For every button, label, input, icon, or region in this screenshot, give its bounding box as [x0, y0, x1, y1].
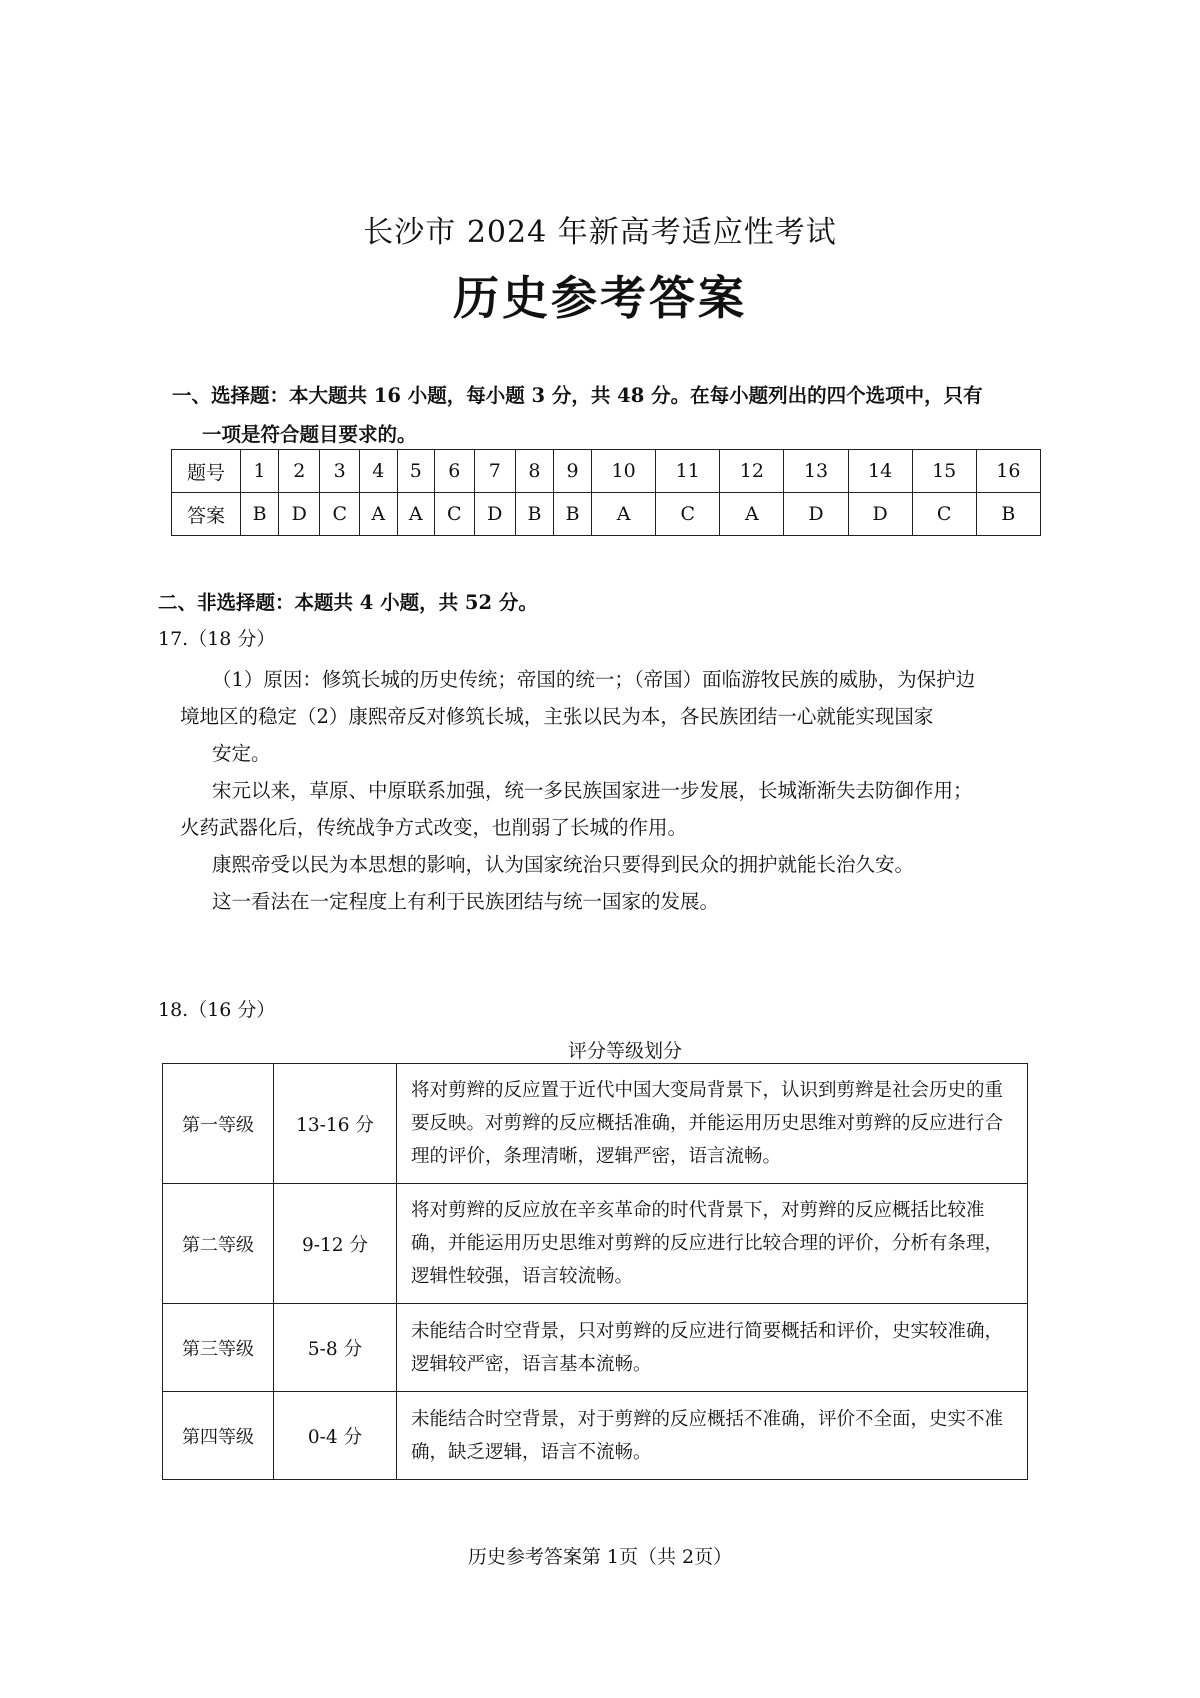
- grade-row: [163, 1392, 1028, 1480]
- answer-cell: B: [554, 493, 592, 536]
- answer-cell: A: [592, 493, 656, 536]
- answer-cell: B: [515, 493, 553, 536]
- number-cell: 5: [397, 450, 435, 493]
- number-cell: 3: [320, 450, 360, 493]
- grade-description: 未能结合时空背景，只对剪辫的反应进行简要概括和评价，史实较准确，逻辑较严密，语言基本流畅。: [397, 1304, 1028, 1392]
- section1-line2: 一项是符合题目要求的。: [202, 423, 417, 446]
- q17-part4: 这一看法在一定程度上有利于民族团结与统一国家的发展。: [212, 890, 720, 913]
- section2-heading: 二、非选择题：本题共 4 小题，共 52 分。: [158, 591, 538, 614]
- grade-description: 未能结合时空背景，对于剪辫的反应概括不准确，评价不全面，史实不准确，缺乏逻辑，语言不流畅。: [397, 1392, 1028, 1480]
- answer-cell: A: [360, 493, 398, 536]
- page-footer: 历史参考答案第 1页（共 2页）: [467, 1546, 733, 1568]
- answer-cell: A: [720, 493, 784, 536]
- answer-cell: D: [279, 493, 320, 536]
- grade-table-caption: 评分等级划分: [567, 1040, 682, 1062]
- answer-cell: C: [435, 493, 475, 536]
- section1-line1: 一、选择题：本大题共 16 小题，每小题 3 分，共 48 分。在每小题列出的四个选项中，只有: [172, 384, 983, 407]
- answer-cell: A: [397, 493, 435, 536]
- grade-level: 第三等级: [163, 1304, 274, 1392]
- grade-score: 5-8 分: [274, 1304, 397, 1392]
- answer-cell: C: [656, 493, 720, 536]
- number-cell: 4: [360, 450, 398, 493]
- answer-row: [172, 493, 1041, 536]
- number-cell: 1: [241, 450, 279, 493]
- grade-level: 第四等级: [163, 1392, 274, 1480]
- number-cell: 13: [784, 450, 848, 493]
- section1-heading: [172, 376, 1042, 454]
- number-cell: 9: [554, 450, 592, 493]
- grade-row: [163, 1304, 1028, 1392]
- q17-part3: 康熙帝受以民为本思想的影响，认为国家统治只要得到民众的拥护就能长治久安。: [212, 853, 915, 876]
- q17-part1-line3: 安定。: [212, 742, 271, 765]
- number-cell: 2: [279, 450, 320, 493]
- row-label-answer: 答案: [172, 493, 241, 536]
- number-cell: 10: [592, 450, 656, 493]
- page-title: 历史参考答案: [453, 271, 747, 325]
- grade-score: 0-4 分: [274, 1392, 397, 1480]
- grade-score: 9-12 分: [274, 1184, 397, 1304]
- grade-level: 第一等级: [163, 1064, 274, 1184]
- number-row: [172, 450, 1041, 493]
- number-cell: 7: [474, 450, 515, 493]
- number-cell: 14: [848, 450, 912, 493]
- q18-label: 18.（16 分）: [158, 999, 276, 1021]
- grade-table: [162, 1063, 1028, 1480]
- grade-level: 第二等级: [163, 1184, 274, 1304]
- answer-cell: B: [241, 493, 279, 536]
- grade-description: 将对剪辫的反应放在辛亥革命的时代背景下，对剪辫的反应概括比较准确，并能运用历史思维对剪辫的反应进行比较合理的评价，分析有条理，逻辑性较强，语言较流畅。: [397, 1184, 1028, 1304]
- number-cell: 6: [435, 450, 475, 493]
- answer-cell: C: [912, 493, 976, 536]
- answer-cell: D: [474, 493, 515, 536]
- grade-score: 13-16 分: [274, 1064, 397, 1184]
- number-cell: 15: [912, 450, 976, 493]
- q17-answer: [158, 661, 1038, 920]
- answer-cell: D: [784, 493, 848, 536]
- q17-part2-line1: 宋元以来，草原、中原联系加强，统一多民族国家进一步发展，长城渐渐失去防御作用；: [212, 779, 973, 802]
- number-cell: 16: [976, 450, 1040, 493]
- q17-label: 17.（18 分）: [158, 628, 276, 650]
- answer-cell: D: [848, 493, 912, 536]
- grade-row: [163, 1184, 1028, 1304]
- number-cell: 8: [515, 450, 553, 493]
- q17-part1-line2: 境地区的稳定（2）康熙帝反对修筑长城，主张以民为本，各民族团结一心就能实现国家: [180, 705, 934, 728]
- number-cell: 12: [720, 450, 784, 493]
- answer-cell: C: [320, 493, 360, 536]
- answer-table: [171, 449, 1041, 536]
- grade-row: [163, 1064, 1028, 1184]
- q17-part1-line1: （1）原因：修筑长城的历史传统；帝国的统一；（帝国）面临游牧民族的威胁，为保护边: [212, 668, 976, 691]
- q17-part2-line2: 火药武器化后，传统战争方式改变，也削弱了长城的作用。: [180, 816, 688, 839]
- row-label-number: 题号: [172, 450, 241, 493]
- answer-cell: B: [976, 493, 1040, 536]
- exam-subtitle: 长沙市 2024 年新高考适应性考试: [363, 215, 837, 250]
- grade-description: 将对剪辫的反应置于近代中国大变局背景下，认识到剪辫是社会历史的重要反映。对剪辫的反应概括准确，并能运用历史思维对剪辫的反应进行合理的评价，条理清晰，逻辑严密，语言流畅。: [397, 1064, 1028, 1184]
- number-cell: 11: [656, 450, 720, 493]
